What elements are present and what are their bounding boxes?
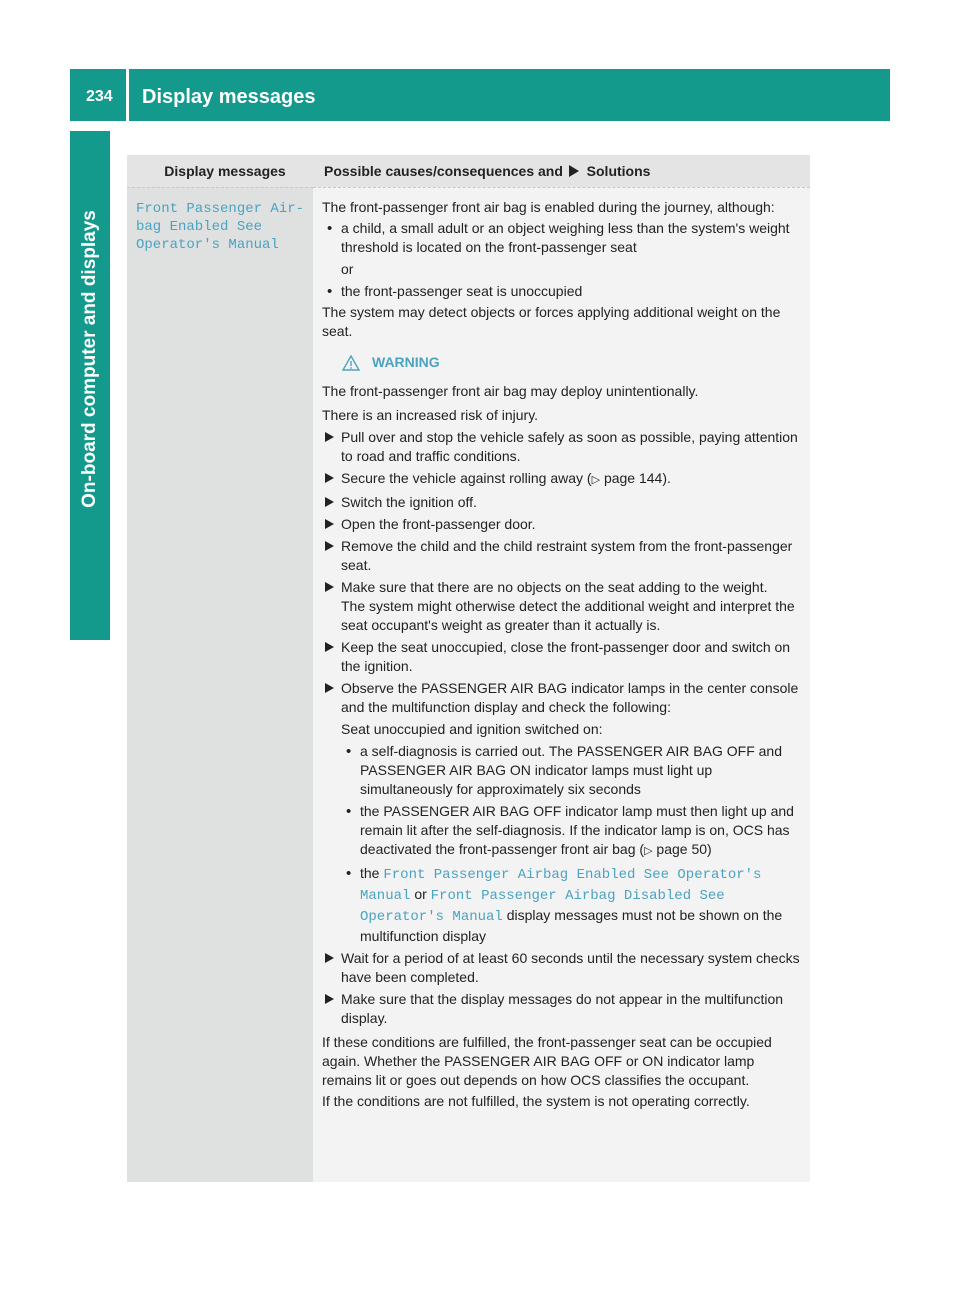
- fulfilled-text: If these conditions are fulfilled, the front-passenger seat can be occupied again. Whether the PASSENGER AIR BAG OFF or ON indicator lamp remains lit or goes out depends on how OCS classifies the occupant.: [322, 1034, 772, 1088]
- check-2: [322, 802, 804, 861]
- check-1: • a self-diagnosis is carried out. The PASSENGER AIR BAG OFF and PASSENGER AIR BAG ON indicator lamps must light up simultaneously for approximately six seconds: [322, 742, 804, 799]
- arrow-right-icon: [569, 165, 579, 177]
- condition-1: • a child, a small adult or an object weighing less than the system's weight threshold is located on the front-passenger seat: [322, 219, 804, 257]
- detect-text: The system may detect objects or forces applying additional weight on the seat.: [322, 304, 781, 339]
- message-enabled: Front Passenger Airbag Enabled See Operator's Manual: [360, 867, 762, 904]
- step-2-text: Secure the vehicle against rolling away (: [341, 470, 592, 486]
- col2-header-before: Possible causes/consequences and: [324, 163, 563, 179]
- seat-unoccupied-text: Seat unoccupied and ignition switched on:: [341, 721, 603, 737]
- step-2-page-ref[interactable]: page 144).: [603, 470, 671, 486]
- step-7-text: Keep the seat unoccupied, close the front-passenger door and switch on the ignition.: [341, 639, 791, 674]
- check-3: [322, 864, 804, 946]
- col2-header: [313, 155, 810, 187]
- header-divider: [126, 69, 129, 121]
- step-arrow-icon: [325, 497, 334, 507]
- step-10-text: Make sure that the display messages do not appear in the multifunction display.: [341, 991, 784, 1026]
- not-fulfilled-text: If the conditions are not fulfilled, the system is not operating correctly.: [322, 1093, 750, 1109]
- check-3-the: the: [360, 865, 380, 881]
- warning-heading: [322, 353, 804, 372]
- page-ref-icon: ▷: [644, 845, 653, 857]
- warning-text-2: There is an increased risk of injury.: [322, 407, 539, 423]
- col2-header-after: Solutions: [586, 163, 651, 179]
- step-8-text: Observe the PASSENGER AIR BAG indicator lamps in the center console and the multifunction display and check the following:: [341, 680, 799, 715]
- step-2: [322, 469, 804, 490]
- step-6-note: The system might otherwise detect the additional weight and interpret the seat occupant's weight as greater than it actually is.: [341, 598, 795, 633]
- step-arrow-icon: [325, 994, 334, 1004]
- page-number: 234: [86, 88, 113, 105]
- step-5: [322, 537, 804, 575]
- page-title: Display messages: [142, 86, 316, 108]
- check-3-text: display messages must not be shown on the multifunction display: [360, 907, 783, 944]
- step-1-text: Pull over and stop the vehicle safely as soon as possible, paying attention to road and traffic conditions.: [341, 429, 798, 464]
- or-text: or: [341, 261, 354, 277]
- message-disabled: Front Passenger Airbag Disabled See Operator's Manual: [360, 888, 725, 925]
- step-4: [322, 515, 804, 534]
- step-arrow-icon: [325, 432, 334, 442]
- step-9-text: Wait for a period of at least 60 seconds until the necessary system checks have been completed.: [341, 950, 800, 985]
- display-messages-table: [127, 155, 810, 1182]
- step-6-text: Make sure that there are no objects on the seat adding to the weight.: [341, 579, 768, 595]
- col1-header: Display messages: [164, 163, 286, 179]
- table-header: [127, 155, 810, 187]
- table-row: [127, 187, 810, 1182]
- check-3-or: or: [414, 886, 427, 902]
- message-line-2: bag Enabled See: [136, 219, 263, 235]
- step-arrow-icon: [325, 541, 334, 551]
- causes-solutions-cell: [313, 187, 810, 1182]
- step-arrow-icon: [325, 519, 334, 529]
- step-6: [322, 578, 804, 635]
- condition-2: • the front-passenger seat is unoccupied: [322, 282, 804, 301]
- warning-text-1: The front-passenger front air bag may deploy unintentionally.: [322, 383, 699, 399]
- message-line-3: Operator's Manual: [136, 237, 279, 253]
- message-line-1: Front Passenger Air‐: [136, 201, 305, 217]
- step-arrow-icon: [325, 642, 334, 652]
- check-2-text: the PASSENGER AIR BAG OFF indicator lamp must then light up and remain lit after the self-diagnosis. If the indicator lamp is on, OCS has deactivated the front-passenger front air bag (: [360, 803, 794, 857]
- step-5-text: Remove the child and the child restraint system from the front-passenger seat.: [341, 538, 793, 573]
- step-3-text: Switch the ignition off.: [341, 494, 477, 510]
- step-arrow-icon: [325, 473, 334, 483]
- warning-triangle-icon: [342, 355, 360, 371]
- display-message-cell: [127, 187, 313, 1182]
- step-3: [322, 493, 804, 512]
- step-8: [322, 679, 804, 717]
- intro-text: The front-passenger front air bag is enabled during the journey, although:: [322, 199, 775, 215]
- step-arrow-icon: [325, 683, 334, 693]
- step-4-text: Open the front-passenger door.: [341, 516, 536, 532]
- step-9: [322, 949, 804, 987]
- warning-label: WARNING: [372, 354, 440, 370]
- step-10: [322, 990, 804, 1028]
- step-arrow-icon: [325, 953, 334, 963]
- page-ref-icon: ▷: [591, 474, 601, 486]
- check-2-page-ref[interactable]: page 50): [656, 841, 712, 857]
- side-tab-label-wrap: [70, 131, 110, 586]
- step-arrow-icon: [325, 582, 334, 592]
- step-7: [322, 638, 804, 676]
- side-tab-label: On-board computer and displays: [79, 209, 100, 508]
- step-1: [322, 428, 804, 466]
